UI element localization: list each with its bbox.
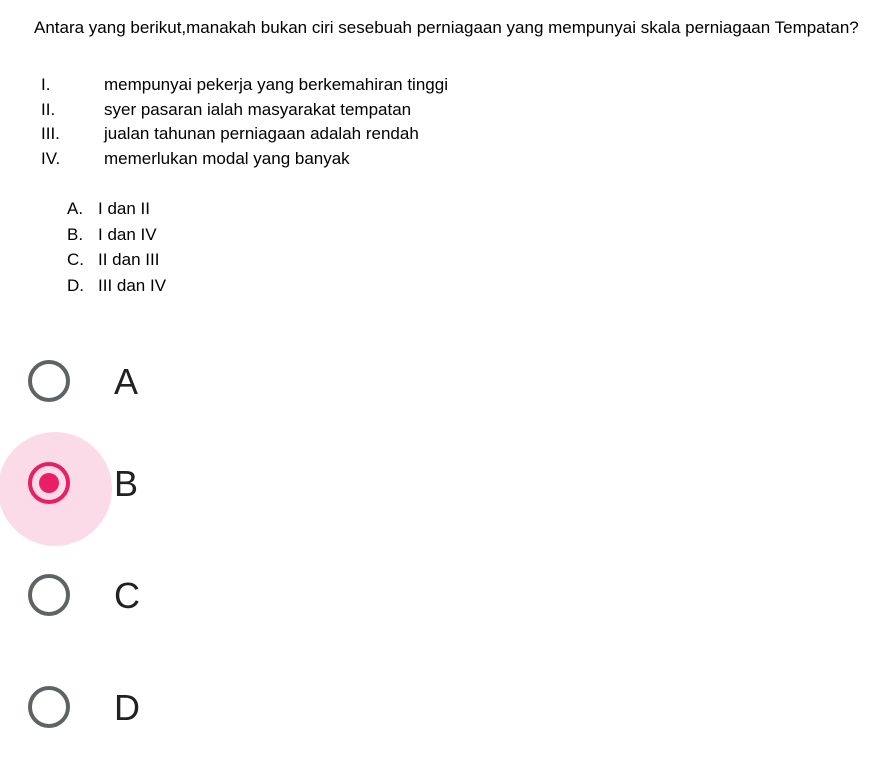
answer-key-text: I dan IV [98,224,157,244]
question-text: Antara yang berikut,manakah bukan ciri sesebuah perniagaan yang mempunyai skala perniagaan Tempatan? [34,18,859,37]
radio-button-b[interactable] [28,462,70,504]
answer-key-text: III dan IV [98,275,167,295]
radio-option-d[interactable] [0,656,871,768]
statement-text: mempunyai pekerja yang berkemahiran tinggi [104,75,448,94]
radio-label-b[interactable]: B [114,463,139,504]
statement-text: memerlukan modal yang banyak [104,148,350,168]
answer-key-item [67,196,166,222]
statement-text: jualan tahunan perniagaan adalah rendah [104,124,419,143]
statement-number: II. [41,99,56,119]
question-image [0,0,871,300]
radio-button-d[interactable] [28,686,70,728]
answer-key-item [67,273,166,299]
answer-key-letter: B. [67,224,84,244]
answer-key-list [67,196,166,298]
answer-key-item [67,222,166,248]
radio-label-d[interactable]: D [114,687,140,728]
answer-key-text: I dan II [98,199,150,218]
answer-radio-group [0,300,871,779]
answer-key-letter: D. [67,275,84,295]
radio-label-c[interactable]: C [114,575,140,616]
radio-button-a[interactable] [28,360,70,402]
radio-option-b[interactable] [0,432,871,544]
answer-key-letter: C. [67,250,84,269]
answer-key-letter: A. [67,199,84,218]
answer-key-item [67,247,166,273]
statement-number: I. [41,75,51,94]
statement-number: III. [41,124,60,143]
statement-text: syer pasaran ialah masyarakat tempatan [104,99,412,119]
radio-label-a[interactable]: A [114,361,139,402]
radio-button-c[interactable] [28,574,70,616]
statement-number: IV. [41,148,61,168]
answer-key-text: II dan III [98,250,160,269]
radio-selected-dot [39,473,59,493]
radio-option-c[interactable] [0,544,871,656]
radio-option-a[interactable] [0,330,871,442]
